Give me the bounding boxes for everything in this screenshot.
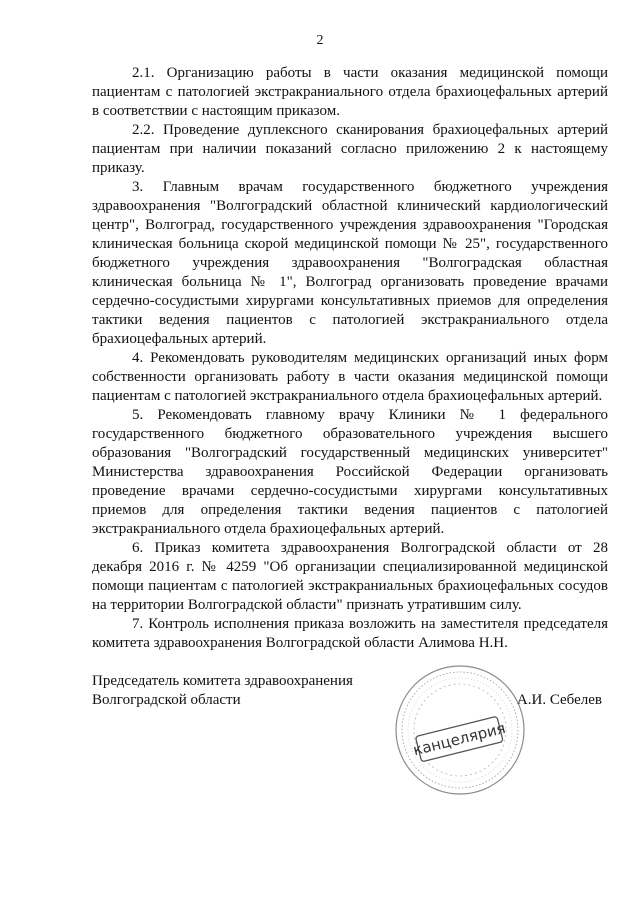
signatory-title-line-1: Председатель комитета здравоохранения xyxy=(92,673,353,689)
paragraph-2-2: 2.2. Проведение дуплексного сканирования брахиоцефальных артерий пациентам при наличии показаний согласно приложению 2 к настоящему приказу. xyxy=(92,122,608,176)
signatory-title-line-2: Волгоградской области xyxy=(92,692,241,708)
paragraph-4: 4. Рекомендовать руководителям медицинских организаций иных форм собственности организовать работу в части оказания медицинской помощи пациентам с патологией экстракраниального отдела брахиоцефальных артерий. xyxy=(92,350,608,404)
office-stamp-seal xyxy=(390,660,530,800)
paragraph-6: 6. Приказ комитета здравоохранения Волгоградской области от 28 декабря 2016 г. № 4259 "Об организации специализированной медицинской помощи пациентам с патологией экстракраниальных брахиоцефальных сосудов на территории Волгоградской области" признать утратившим силу. xyxy=(92,540,608,613)
stamp-label: канцелярия xyxy=(411,718,508,760)
document-body xyxy=(92,64,608,653)
signature-block xyxy=(92,672,612,710)
paragraph-7: 7. Контроль исполнения приказа возложить на заместителя председателя комитета здравоохранения Волгоградской области Алимова Н.Н. xyxy=(92,616,608,651)
paragraph-2-1: 2.1. Организацию работы в части оказания медицинской помощи пациентам с патологией экстракраниального отдела брахиоцефальных артерий в соответствии с настоящим приказом. xyxy=(92,65,608,119)
paragraph-5: 5. Рекомендовать главному врачу Клиники № 1 федерального государственного бюджетного образовательного учреждения высшего образования "Волгоградский государственный медицинских университет" Министерства здравоохранения Российской Федерации организовать проведение врачами сердечно-сосудистыми хирургами консультативных приемов для определения тактики ведения пациентов с патологией экстракраниального отдела брахиоцефальных артерий. xyxy=(92,407,608,537)
signatory-name: А.И. Себелев xyxy=(516,692,602,708)
page-number: 2 xyxy=(316,33,324,48)
paragraph-3: 3. Главным врачам государственного бюджетного учреждения здравоохранения "Волгоградский областной клинический кардиологический центр", Волгоград, государственного учреждения здравоохранения "Городская клиническая больница скорой медицинской помощи № 25", государственного бюджетного учреждения здравоохранения "Волгоградская областная клиническая больница № 1", Волгоград организовать проведение врачами сердечно-сосудистыми хирургами консультативных приемов для определения тактики ведения пациентов с патологией экстракраниального отдела брахиоцефальных артерий. xyxy=(92,179,608,347)
